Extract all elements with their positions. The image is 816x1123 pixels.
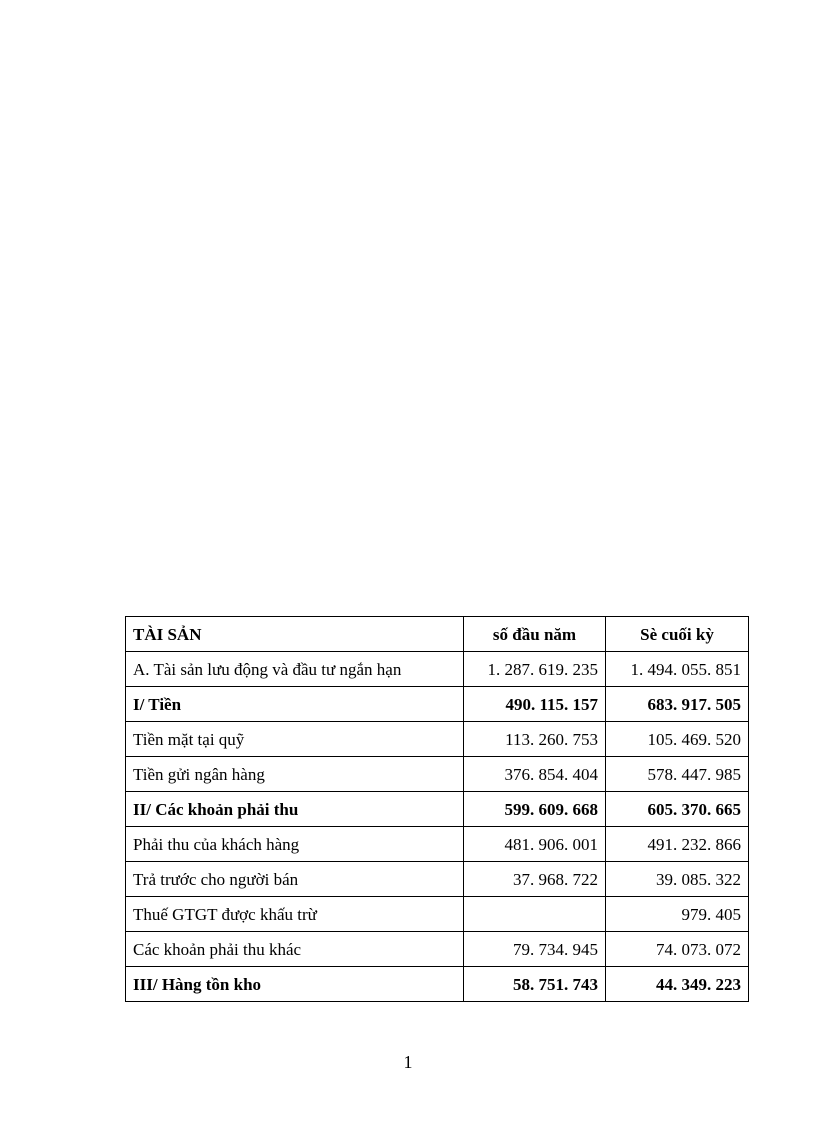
row-start-value: 79. 734. 945: [464, 932, 606, 967]
table-row: [126, 792, 749, 827]
row-end-value: 1. 494. 055. 851: [606, 652, 749, 687]
row-end-value: 578. 447. 985: [606, 757, 749, 792]
row-label: III/ Hàng tồn kho: [126, 967, 464, 1002]
table-row: [126, 967, 749, 1002]
row-end-value: 39. 085. 322: [606, 862, 749, 897]
row-start-value: 599. 609. 668: [464, 792, 606, 827]
row-end-value: 979. 405: [606, 897, 749, 932]
table-header-row: [126, 617, 749, 652]
row-end-value: 605. 370. 665: [606, 792, 749, 827]
row-end-value: 44. 349. 223: [606, 967, 749, 1002]
row-start-value: [464, 897, 606, 932]
table-row: [126, 722, 749, 757]
row-label: A. Tài sản lưu động và đầu tư ngắn hạn: [126, 652, 464, 687]
row-end-value: 683. 917. 505: [606, 687, 749, 722]
row-start-value: 1. 287. 619. 235: [464, 652, 606, 687]
row-start-value: 58. 751. 743: [464, 967, 606, 1002]
table-row: [126, 932, 749, 967]
header-assets: TÀI SẢN: [126, 617, 464, 652]
row-label: II/ Các khoản phải thu: [126, 792, 464, 827]
row-start-value: 490. 115. 157: [464, 687, 606, 722]
table-row: [126, 897, 749, 932]
row-label: Tiền mặt tại quỹ: [126, 722, 464, 757]
table-row: [126, 687, 749, 722]
balance-sheet-table: [125, 616, 749, 1002]
row-label: Phải thu của khách hàng: [126, 827, 464, 862]
row-label: Các khoản phải thu khác: [126, 932, 464, 967]
table-row: [126, 862, 749, 897]
header-end-of-period: Sè cuối kỳ: [606, 617, 749, 652]
row-start-value: 481. 906. 001: [464, 827, 606, 862]
row-end-value: 105. 469. 520: [606, 722, 749, 757]
table-row: [126, 757, 749, 792]
row-start-value: 37. 968. 722: [464, 862, 606, 897]
table-row: [126, 827, 749, 862]
row-end-value: 74. 073. 072: [606, 932, 749, 967]
row-start-value: 376. 854. 404: [464, 757, 606, 792]
row-label: I/ Tiền: [126, 687, 464, 722]
row-label: Thuế GTGT được khấu trừ: [126, 897, 464, 932]
row-label: Trả trước cho người bán: [126, 862, 464, 897]
header-start-of-year: số đầu năm: [464, 617, 606, 652]
table-row: [126, 652, 749, 687]
row-end-value: 491. 232. 866: [606, 827, 749, 862]
row-label: Tiền gửi ngân hàng: [126, 757, 464, 792]
page-number: 1: [403, 1052, 413, 1072]
row-start-value: 113. 260. 753: [464, 722, 606, 757]
